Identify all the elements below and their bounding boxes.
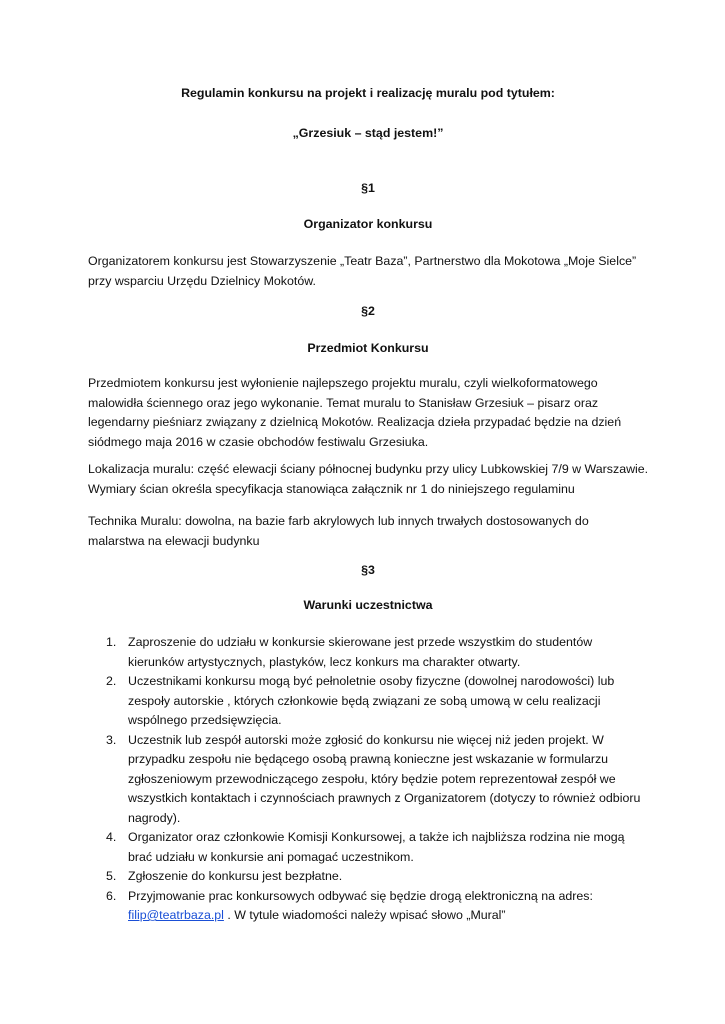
text-line: wszystkich kontaktach i czynnościach prawnych z Organizatorem (dotyczy to również odbioru (128, 791, 641, 805)
text-line: Organizatorem konkursu jest Stowarzyszenie „Teatr Baza”, Partnerstwo dla Mokotowa „Moje Sielce” (88, 254, 637, 268)
text-line: przypadku zespołu nie będącego osobą prawną konieczne jest wskazanie w formularzu (128, 752, 609, 766)
list-item-number: 5. (106, 869, 117, 883)
section-3-heading: Warunki uczestnictwa (303, 598, 433, 612)
section-2-paragraph-3 (88, 512, 648, 551)
text-line: legendarny pieśniarz związany z dzielnicą Mokotów. Realizacja dzieła przypadać będzie na dzień (88, 415, 622, 429)
section-2-paragraph-2 (88, 460, 648, 499)
text-line: Zgłoszenie do konkursu jest bezpłatne. (128, 869, 343, 883)
section-2-paragraph-1 (88, 374, 648, 452)
text-line: Lokalizacja muralu: część elewacji ściany północnej budynku przy ulicy Lubkowskiej 7/9 w Warszawie. (88, 462, 649, 476)
text-line: siódmego maja 2016 w czasie obchodów festiwalu Grzesiuka. (88, 434, 429, 449)
text-line: przy wsparciu Urzędu Dzielnicy Mokotów. (88, 273, 316, 288)
document-title: Regulamin konkursu na projekt i realizację muralu pod tytułem: (181, 86, 555, 100)
text-line: kierunków artystycznych, plastyków, lecz konkurs ma charakter otwarty. (128, 654, 521, 669)
list-item-number: 6. (106, 888, 117, 903)
list-item-number: 1. (106, 635, 117, 649)
section-1-number: §1 (361, 181, 375, 195)
text-line: nagrody). (128, 810, 181, 825)
list-item-number: 4. (106, 830, 117, 844)
text-line: malowidła ściennego oraz jego wykonanie. Temat muralu to Stanisław Grzesiuk – pisarz oraz (88, 395, 599, 410)
list-item (88, 633, 648, 672)
text-line: zespoły autorskie , których członkowie będą związani ze sobą umową w celu realizacji (128, 693, 601, 708)
text-line: wspólnego przedsięwzięcia. (128, 713, 282, 727)
list-item (88, 731, 648, 829)
list-item-number: 3. (106, 732, 117, 747)
text-line: Uczestnik lub zespół autorski może zgłosić do konkursu nie więcej niż jeden projekt. W (128, 732, 604, 747)
text-line: Uczestnikami konkursu mogą być pełnoletnie osoby fizyczne (dowolnej narodowości) lub (128, 674, 615, 688)
text-line: Przedmiotem konkursu jest wyłonienie najlepszego projektu muralu, czyli wielkoformatowego (88, 376, 598, 390)
email-link[interactable]: filip@teatrbaza.pl (128, 908, 224, 922)
section-3-number: §3 (361, 563, 375, 577)
text-line: Przyjmowanie prac konkursowych odbywać się będzie drogą elektroniczną na adres: (128, 888, 593, 903)
email-trailing-text: . W tytule wiadomości należy wpisać słowo „Mural” (223, 908, 506, 922)
text-line: Organizator oraz członkowie Komisji Konkursowej, a także ich najbliższa rodzina nie mogą (128, 830, 625, 844)
section-1-heading: Organizator konkursu (303, 217, 433, 231)
section-1-body (88, 252, 648, 291)
text-line: zgłoszeniowym przewodniczącego zespołu, który będzie potem reprezentował zespół we (128, 771, 616, 786)
list-item (88, 672, 648, 731)
section-2-number: §2 (361, 304, 375, 318)
text-line: brać udziału w konkursie ani pomagać uczestnikom. (128, 849, 414, 864)
conditions-list (88, 633, 648, 926)
text-line: Zaproszenie do udziału w konkursie skierowane jest przede wszystkim do studentów (128, 635, 593, 649)
list-item (88, 887, 648, 926)
list-item (88, 828, 648, 867)
section-2-heading: Przedmiot Konkursu (307, 341, 429, 355)
text-line: Wymiary ścian określa specyfikacja stanowiąca załącznik nr 1 do niniejszego regulaminu (88, 481, 575, 496)
list-item (88, 867, 648, 887)
text-line: Technika Muralu: dowolna, na bazie farb akrylowych lub innych trwałych dostosowanych do (88, 514, 589, 528)
list-item-number: 2. (106, 674, 117, 688)
document-subtitle: „Grzesiuk – stąd jestem!” (292, 126, 444, 140)
text-line-with-email (128, 906, 648, 926)
text-line: malarstwa na elewacji budynku (88, 533, 260, 548)
